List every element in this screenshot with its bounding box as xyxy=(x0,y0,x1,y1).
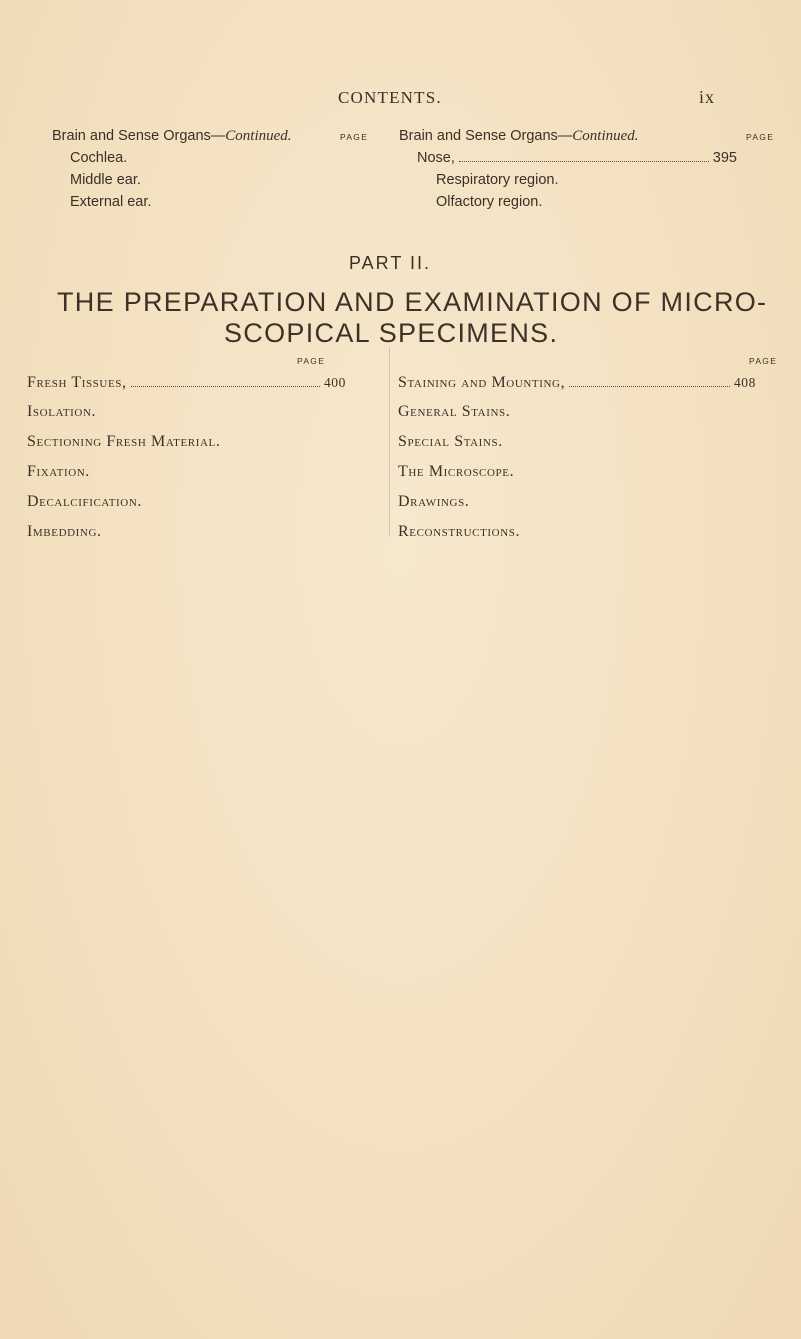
part-label: PART II. xyxy=(349,253,432,273)
toc-entry: Drawings. xyxy=(398,493,470,510)
toc-entry: Fixation. xyxy=(27,463,90,480)
heading-main: Brain and Sense Organs— xyxy=(399,128,573,144)
toc-entry: Reconstructions. xyxy=(398,523,521,540)
column-divider xyxy=(389,347,390,537)
toc-subitem: Middle ear. xyxy=(70,172,141,188)
toc-subitem: Respiratory region. xyxy=(436,172,559,188)
toc-entry-page: 400 xyxy=(323,375,346,390)
page-column-header: PAGE xyxy=(297,356,326,366)
heading-continued: Continued. xyxy=(225,128,292,144)
page-number: ix xyxy=(699,87,716,107)
toc-entry: General Stains. xyxy=(398,403,511,420)
toc-entry-label: Fresh Tissues, xyxy=(27,374,127,391)
toc-entry-page: 395 xyxy=(712,150,737,166)
toc-subitem: Cochlea. xyxy=(70,150,128,166)
heading-main: Brain and Sense Organs— xyxy=(52,128,226,144)
dot-leader xyxy=(131,386,320,387)
toc-entry: Special Stains. xyxy=(398,433,503,450)
continued-heading-left xyxy=(52,128,292,145)
running-title: CONTENTS. xyxy=(338,88,442,107)
toc-entry xyxy=(27,374,346,392)
continued-heading-right xyxy=(399,128,639,145)
heading-continued: Continued. xyxy=(572,128,639,144)
toc-subitem: Olfactory region. xyxy=(436,194,543,210)
page-column-header: PAGE xyxy=(340,132,369,142)
toc-entry: Decalcification. xyxy=(27,493,142,510)
toc-entry-label: Staining and Mounting, xyxy=(398,374,566,391)
toc-entry: Sectioning Fresh Material. xyxy=(27,433,221,450)
dot-leader xyxy=(459,161,709,162)
part-title-line-1: THE PREPARATION AND EXAMINATION OF MICRO- xyxy=(57,287,768,317)
page-column-header: PAGE xyxy=(746,132,775,142)
toc-entry: The Microscope. xyxy=(398,463,515,480)
toc-entry xyxy=(417,150,737,166)
toc-entry-label: Nose, xyxy=(417,150,455,166)
page-column-header: PAGE xyxy=(749,356,778,366)
part-title-line-2: SCOPICAL SPECIMENS. xyxy=(224,318,559,348)
dot-leader xyxy=(569,386,730,387)
toc-subitem: External ear. xyxy=(70,194,152,210)
toc-entry xyxy=(398,374,756,392)
toc-entry: Imbedding. xyxy=(27,523,102,540)
toc-entry: Isolation. xyxy=(27,403,97,420)
toc-entry-page: 408 xyxy=(733,375,756,390)
